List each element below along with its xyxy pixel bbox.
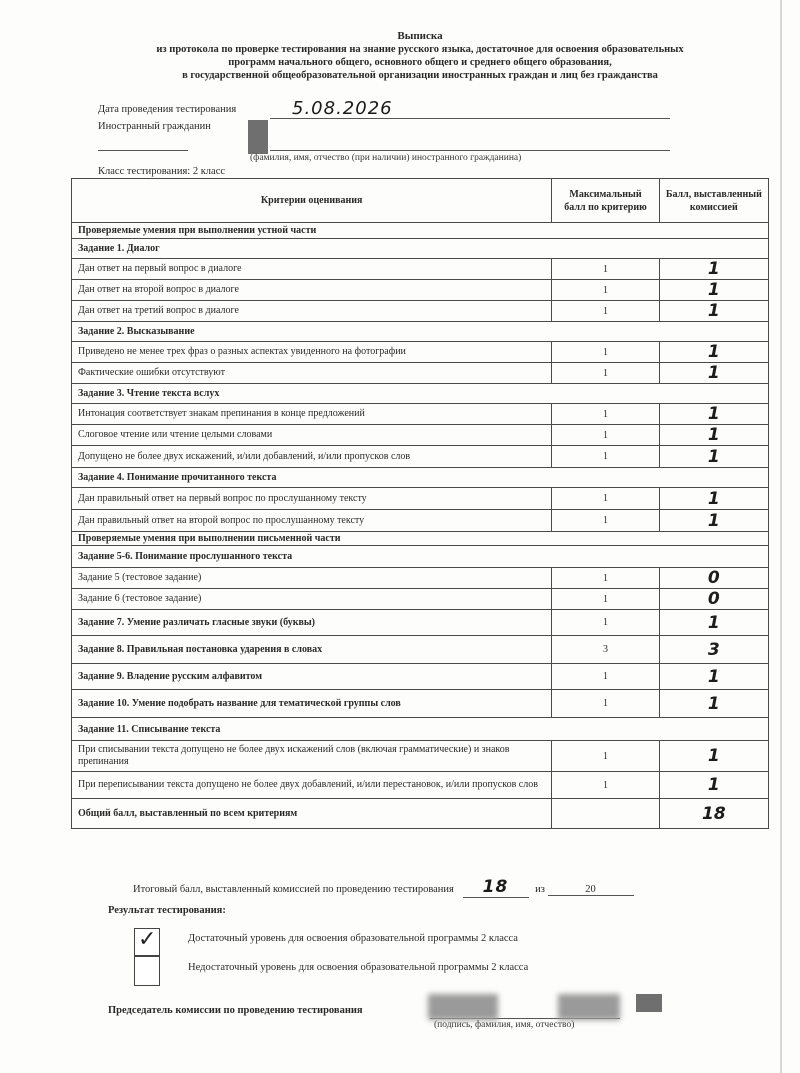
section-title: Задание 5-6. Понимание прослушанного текста <box>72 546 769 568</box>
criterion-row <box>72 741 769 772</box>
document-title: Выписка <box>397 30 443 42</box>
section-title: Задание 1. Диалог <box>72 239 769 259</box>
total-row <box>72 799 769 829</box>
section-title: Задание 3. Чтение текста вслух <box>72 384 769 404</box>
criteria-table <box>71 178 769 829</box>
max-score-cell: 1 <box>552 425 659 446</box>
section-row <box>72 239 769 259</box>
max-score-cell: 1 <box>552 446 659 468</box>
checkbox-sufficient[interactable] <box>134 928 160 956</box>
given-score-cell: 1 <box>659 690 768 718</box>
criterion-row <box>72 664 769 690</box>
criterion-row <box>72 690 769 718</box>
max-score-cell: 1 <box>552 488 659 510</box>
final-max-field <box>548 884 634 896</box>
citizen-label: Иностранный гражданин <box>98 121 211 132</box>
criterion-text: При переписывании текста допущено не более двух добавлений, и/или перестановок, и/или пропусков слов <box>72 772 552 799</box>
criterion-row <box>72 363 769 384</box>
section-title: Проверяемые умения при выполнении устной части <box>72 223 769 239</box>
result-title: Результат тестирования: <box>108 905 226 916</box>
redacted-signature-1 <box>428 994 498 1020</box>
criterion-row <box>72 259 769 280</box>
max-score-cell: 1 <box>552 589 659 610</box>
given-score-cell: 1 <box>659 741 768 772</box>
criterion-text: Задание 5 (тестовое задание) <box>72 568 552 589</box>
table-header-row <box>72 179 769 223</box>
header-line-2: из протокола по проверке тестирования на знание русского языка, достаточное для освоения образовательных <box>156 44 684 55</box>
given-score-cell: 18 <box>659 799 768 829</box>
criterion-row <box>72 589 769 610</box>
given-score-cell: 1 <box>659 280 768 301</box>
criterion-row <box>72 636 769 664</box>
final-score-value: 18 <box>482 877 509 897</box>
max-score-cell: 1 <box>552 259 659 280</box>
section-title: Задание 4. Понимание прочитанного текста <box>72 468 769 488</box>
citizen-hint: (фамилия, имя, отчество (при наличии) иностранного гражданина) <box>250 153 522 163</box>
given-score-cell: 3 <box>659 636 768 664</box>
criterion-text: Задание 10. Умение подобрать название для тематической группы слов <box>72 690 552 718</box>
section-row <box>72 546 769 568</box>
criteria-header: Критерии оценивания <box>72 179 552 223</box>
given-score-cell: 1 <box>659 446 768 468</box>
checkmark-icon: ✓ <box>138 927 157 952</box>
criterion-text: Слоговое чтение или чтение целыми словами <box>72 425 552 446</box>
given-score-cell: 1 <box>659 772 768 799</box>
criterion-text: Дан правильный ответ на второй вопрос по прослушанному тексту <box>72 510 552 532</box>
given-score-cell: 1 <box>659 425 768 446</box>
criterion-text: Приведено не менее трех фраз о разных аспектах увиденного на фотографии <box>72 342 552 363</box>
date-label: Дата проведения тестирования <box>98 104 237 115</box>
criterion-text: Задание 6 (тестовое задание) <box>72 589 552 610</box>
given-score-cell: 1 <box>659 610 768 636</box>
criterion-row <box>72 610 769 636</box>
criterion-row <box>72 301 769 322</box>
redacted-signature-2 <box>558 994 620 1020</box>
class-label: Класс тестирования: 2 класс <box>98 166 226 177</box>
option-insufficient-label: Недостаточный уровень для освоения образовательной программы 2 класса <box>188 962 529 973</box>
criterion-text: Дан правильный ответ на первый вопрос по прослушанному тексту <box>72 488 552 510</box>
criterion-row <box>72 488 769 510</box>
criterion-text: Задание 9. Владение русским алфавитом <box>72 664 552 690</box>
section-row <box>72 223 769 239</box>
max-score-cell: 1 <box>552 610 659 636</box>
criterion-row <box>72 446 769 468</box>
header-line-3: программ начального общего, основного общего и среднего общего образования, <box>228 57 612 68</box>
max-score-cell: 3 <box>552 636 659 664</box>
criterion-text: Задание 8. Правильная постановка ударения в словах <box>72 636 552 664</box>
given-score-cell: 1 <box>659 404 768 425</box>
criterion-row <box>72 404 769 425</box>
criterion-text: Дан ответ на второй вопрос в диалоге <box>72 280 552 301</box>
given-score-cell: 0 <box>659 589 768 610</box>
final-score-line <box>133 877 634 898</box>
chair-hint: (подпись, фамилия, имя, отчество) <box>434 1020 575 1030</box>
criterion-row <box>72 772 769 799</box>
given-score-cell: 1 <box>659 510 768 532</box>
criterion-row <box>72 425 769 446</box>
section-row <box>72 532 769 546</box>
date-value: 5.08.2026 <box>292 98 393 119</box>
max-score-cell <box>552 799 659 829</box>
criterion-text: Допущено не более двух искажений, и/или добавлений, и/или пропусков слов <box>72 446 552 468</box>
max-score-cell: 1 <box>552 342 659 363</box>
criterion-text: Общий балл, выставленный по всем критериям <box>72 799 552 829</box>
max-score-cell: 1 <box>552 772 659 799</box>
citizen-underline-left <box>98 150 188 151</box>
criterion-row <box>72 280 769 301</box>
final-of-word: из <box>535 884 545 895</box>
section-title: Проверяемые умения при выполнении письменной части <box>72 532 769 546</box>
given-score-cell: 1 <box>659 363 768 384</box>
final-score-field <box>463 877 529 898</box>
section-title: Задание 11. Списывание текста <box>72 718 769 741</box>
given-score-header: Балл, выставленный комиссией <box>659 179 768 223</box>
document-header <box>60 30 780 82</box>
section-row <box>72 718 769 741</box>
max-score-cell: 1 <box>552 690 659 718</box>
max-score-cell: 1 <box>552 510 659 532</box>
section-row <box>72 468 769 488</box>
max-score-cell: 1 <box>552 664 659 690</box>
criterion-text: При списывании текста допущено не более двух искажений слов (включая грамматические) и знаков препинания <box>72 741 552 772</box>
section-row <box>72 384 769 404</box>
section-row <box>72 322 769 342</box>
criterion-text: Интонация соответствует знакам препинания в конце предложений <box>72 404 552 425</box>
section-title: Задание 2. Высказывание <box>72 322 769 342</box>
criterion-row <box>72 568 769 589</box>
max-score-cell: 1 <box>552 301 659 322</box>
header-line-4: в государственной общеобразовательной организации иностранных граждан и лиц без гражданства <box>182 70 658 81</box>
given-score-cell: 1 <box>659 664 768 690</box>
criterion-text: Фактические ошибки отсутствуют <box>72 363 552 384</box>
checkbox-insufficient[interactable] <box>134 956 160 986</box>
max-score-cell: 1 <box>552 280 659 301</box>
criterion-text: Дан ответ на первый вопрос в диалоге <box>72 259 552 280</box>
given-score-cell: 0 <box>659 568 768 589</box>
redacted-name <box>248 120 268 154</box>
given-score-cell: 1 <box>659 488 768 510</box>
max-score-cell: 1 <box>552 363 659 384</box>
criterion-text: Дан ответ на третий вопрос в диалоге <box>72 301 552 322</box>
option-sufficient-label: Достаточный уровень для освоения образовательной программы 2 класса <box>188 933 518 944</box>
given-score-cell: 1 <box>659 342 768 363</box>
criterion-row <box>72 510 769 532</box>
page-edge <box>780 0 782 1073</box>
max-score-cell: 1 <box>552 568 659 589</box>
given-score-cell: 1 <box>659 301 768 322</box>
citizen-underline-right <box>270 150 670 151</box>
max-score-cell: 1 <box>552 741 659 772</box>
max-score-cell: 1 <box>552 404 659 425</box>
criterion-text: Задание 7. Умение различать гласные звуки (буквы) <box>72 610 552 636</box>
max-score-header: Максимальный балл по критерию <box>552 179 659 223</box>
redacted-signature-3 <box>636 994 662 1012</box>
final-score-label: Итоговый балл, выставленный комиссией по проведению тестирования <box>133 884 454 895</box>
criterion-row <box>72 342 769 363</box>
given-score-cell: 1 <box>659 259 768 280</box>
final-max-value: 20 <box>585 884 596 895</box>
criteria-table-body <box>72 223 769 829</box>
commission-chair-label: Председатель комиссии по проведению тестирования <box>108 1005 363 1016</box>
